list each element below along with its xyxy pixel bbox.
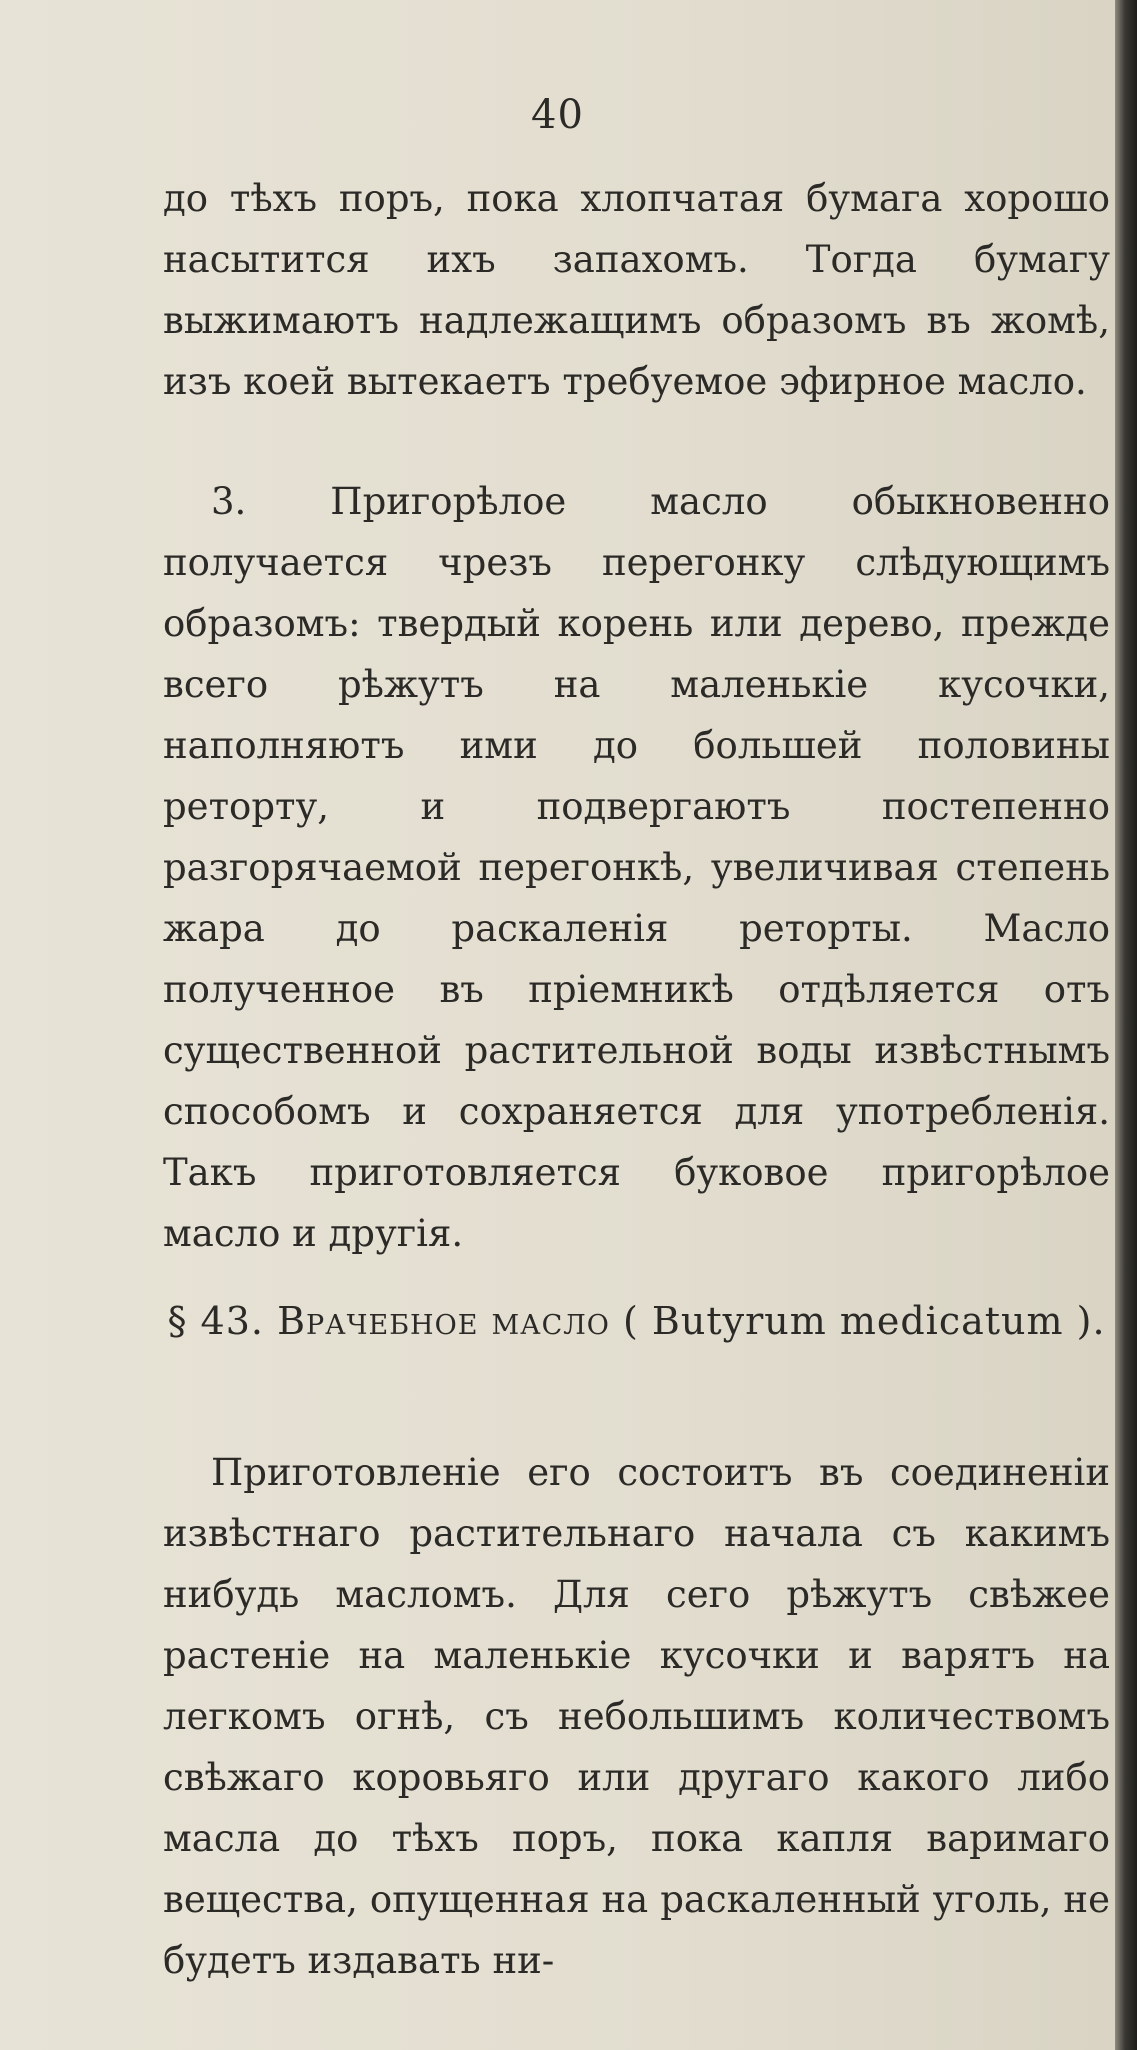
section-latin-title: ( Butyrum medicatum ).	[623, 1299, 1106, 1343]
section-number: § 43.	[167, 1299, 264, 1343]
book-spine-edge	[1115, 0, 1137, 2050]
paragraph-continuation: до тѣхъ поръ, пока хлопчатая бумага хорошо насытится ихъ запахомъ. Тогда бумагу выжимаютъ надлежащимъ образомъ въ жомѣ, изъ коей вытекаетъ требуемое эфирное масло.	[163, 177, 1110, 403]
paragraph-burnt-oil: 3. Пригорѣлое масло обыкновенно получается чрезъ перегонку слѣдующимъ образомъ: твердый корень или дерево, прежде всего рѣжутъ на маленькіе кусочки, наполняютъ ими до большей половины реторту, и подвергаютъ постепенно разгорячаемой перегонкѣ, увеличивая степень жара до раскаленія реторты. Масло полученное въ пріемникѣ отдѣляется отъ существенной растительной воды извѣстнымъ способомъ и сохраняется для употребленія. Такъ приготовляется буковое пригорѣлое масло и другія.	[163, 480, 1110, 1255]
section-heading	[163, 1290, 1110, 1352]
paragraph-medicated-oil: Приготовленіе его состоитъ въ соединеніи извѣстнаго растительнаго начала съ какимъ нибудь масломъ. Для сего рѣжутъ свѣжее растеніе на маленькіе кусочки и варятъ на легкомъ огнѣ, съ небольшимъ количествомъ свѣжаго коровьяго или другаго какого либо масла до тѣхъ поръ, пока капля варимаго вещества, опущенная на раскаленный уголь, не будетъ издавать ни-	[163, 1451, 1110, 1982]
section-title: Врачебное масло	[277, 1299, 610, 1343]
page-number: 40	[531, 92, 584, 138]
